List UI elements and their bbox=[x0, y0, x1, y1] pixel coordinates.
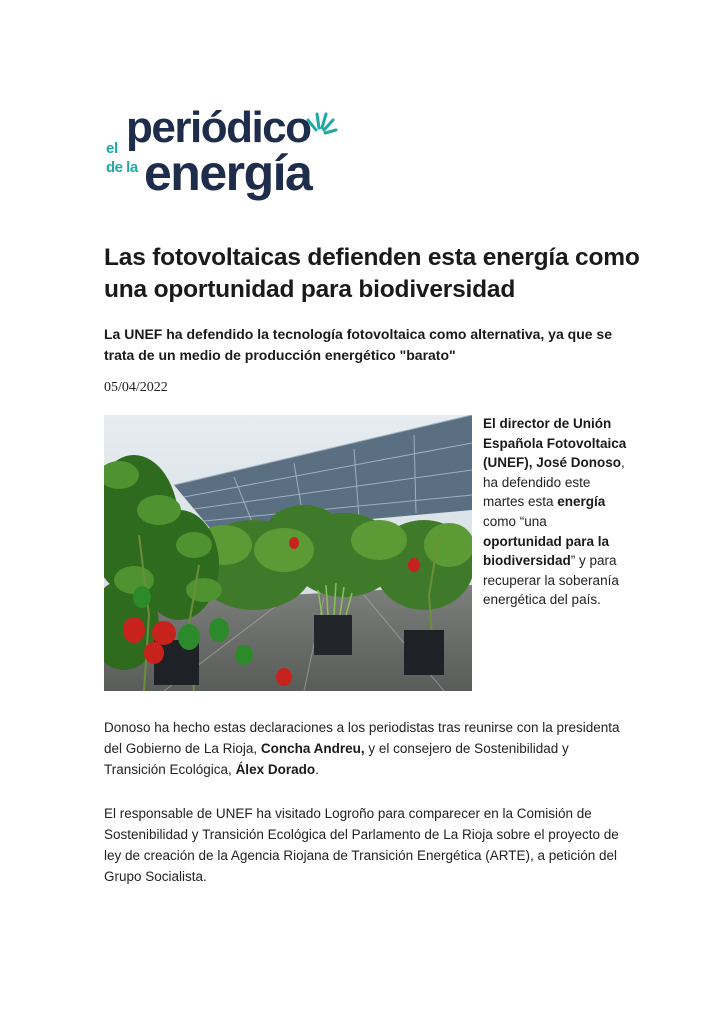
lead-text-1: , ha defendido este martes esta bbox=[483, 455, 625, 510]
article-photo bbox=[104, 415, 472, 691]
p1-text-3: . bbox=[315, 762, 319, 777]
logo-de-la-text: de la bbox=[106, 159, 138, 176]
article-paragraph-1 bbox=[104, 717, 629, 780]
lead-bold-energia: energía bbox=[557, 494, 606, 510]
p1-bold-alex: Álex Dorado bbox=[235, 762, 316, 777]
sun-rays-icon bbox=[302, 108, 338, 138]
site-logo[interactable] bbox=[106, 103, 346, 208]
lead-text-2: como “una bbox=[483, 513, 547, 529]
article-lead bbox=[483, 414, 628, 610]
article-subtitle: La UNEF ha defendido la tecnología fotovoltaica como alternativa, ya que se trata de un medio de producción energético "barato" bbox=[104, 326, 612, 363]
logo-el-text: el bbox=[106, 140, 118, 157]
logo-periodico-text: periódico bbox=[126, 103, 311, 152]
article-paragraph-2: El responsable de UNEF ha visitado Logroño para comparecer en la Comisión de Sostenibilidad y Transición Ecológica del Parlamento de La Rioja sobre el proyecto de ley de creación de la Agencia Riojana de Transición Energética (ARTE), a petición del Grupo Socialista. bbox=[104, 806, 619, 884]
p1-bold-concha: Concha Andreu, bbox=[260, 741, 365, 756]
pepper-plants-solar-panels-image bbox=[104, 415, 472, 691]
lead-bold-director: El director de Unión Española Fotovoltaica (UNEF), José Donoso bbox=[483, 416, 627, 471]
logo-energia-text: energía bbox=[144, 145, 312, 201]
lead-text-3: ” y para recuperar la soberanía energética del país. bbox=[483, 553, 619, 608]
p1-text-1: Donoso ha hecho estas declaraciones a los periodistas tras reunirse con la presidenta del Gobierno de La Rioja, bbox=[104, 720, 620, 756]
p1-text-2: y el consejero de Sostenibilidad y Transición Ecológica, bbox=[104, 741, 569, 777]
article-date: 05/04/2022 bbox=[104, 380, 168, 395]
lead-bold-oportunidad: oportunidad para la biodiversidad bbox=[483, 533, 610, 569]
article-title: Las fotovoltaicas defienden esta energía como una oportunidad para biodiversidad bbox=[104, 244, 640, 303]
